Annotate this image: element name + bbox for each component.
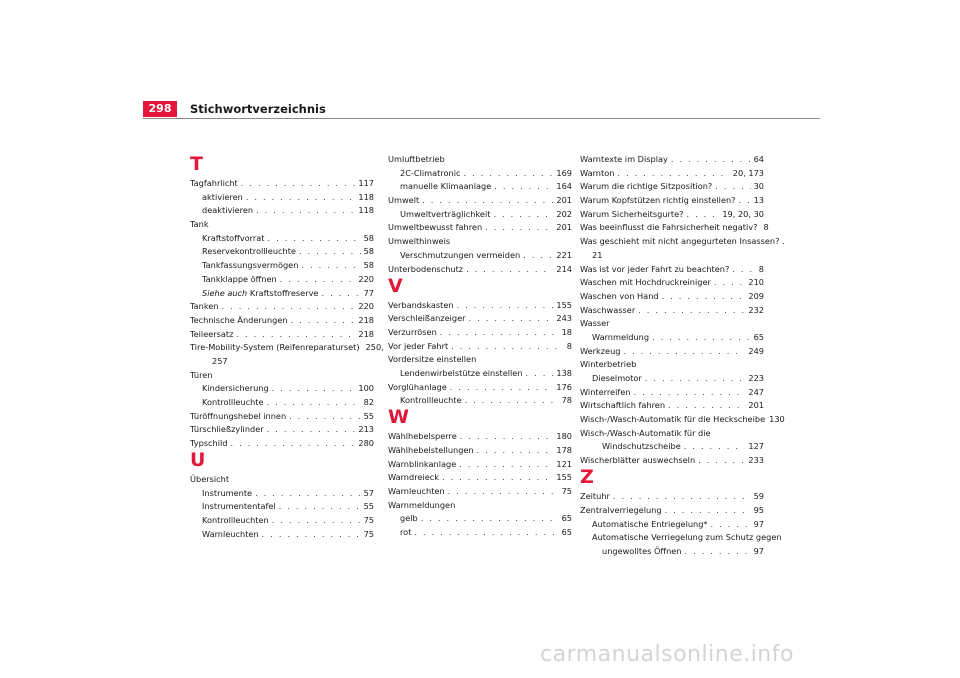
- page-ref: 127: [748, 441, 764, 452]
- entry-text: Wählhebelsperre: [388, 431, 457, 442]
- entry-text: Kindersicherung: [202, 383, 269, 394]
- leader-dots: [299, 245, 361, 257]
- leader-dots: [494, 180, 553, 192]
- index-subentry[interactable]: [580, 440, 764, 452]
- leader-dots: [255, 487, 360, 499]
- index-entry[interactable]: [388, 471, 572, 483]
- entry-text: Warum die richtige Sitzposition?: [580, 181, 713, 192]
- index-subentry[interactable]: [190, 191, 374, 203]
- leader-dots: [623, 345, 745, 357]
- index-entry[interactable]: [190, 437, 374, 449]
- index-heading: Umwelthinweis: [388, 236, 451, 247]
- index-entry[interactable]: [580, 276, 764, 288]
- index-heading: Vordersitze einstellen: [388, 354, 477, 365]
- leader-dots: [668, 399, 745, 411]
- entry-text: Verbandskasten: [388, 299, 454, 310]
- entry-text: Warum Kopfstützen richtig einstellen?: [580, 195, 736, 206]
- index-entry[interactable]: [580, 454, 764, 466]
- entry-text: Wirtschaftlich fahren: [580, 400, 666, 411]
- index-entry[interactable]: [388, 326, 572, 338]
- index-entry[interactable]: [190, 177, 374, 189]
- index-entry[interactable]: [388, 381, 572, 393]
- leader-dots: [523, 249, 553, 261]
- entry-text: 2C-Climatronic: [400, 167, 461, 178]
- index-subentry[interactable]: [388, 512, 572, 524]
- entry-text: Warnblinkanlage: [388, 458, 457, 469]
- section-letter-v: V: [388, 274, 403, 297]
- page-ref: 19, 20, 30: [722, 208, 764, 219]
- leader-dots: [268, 232, 361, 244]
- index-entry[interactable]: [190, 314, 374, 326]
- leader-dots: [256, 204, 355, 216]
- index-subentry[interactable]: [190, 245, 374, 257]
- entry-text: Waschen von Hand: [580, 290, 659, 301]
- leader-dots: [289, 410, 360, 422]
- entry-text: manuelle Klimaanlage: [400, 181, 492, 192]
- index-entry[interactable]: [190, 410, 374, 422]
- leader-dots: [450, 381, 554, 393]
- see-also-target: Kraftstoffreserve: [249, 287, 319, 298]
- leader-dots: [236, 328, 355, 340]
- leader-dots: [241, 177, 356, 189]
- index-subentry[interactable]: [190, 287, 374, 299]
- entry-text: Zeituhr: [580, 491, 610, 502]
- entry-text: Kontrollleuchten: [202, 515, 269, 526]
- entry-text: Warnmeldung: [592, 331, 650, 342]
- page-ref: 20, 173: [732, 167, 764, 178]
- index-subentry[interactable]: [190, 528, 374, 540]
- leader-dots: [301, 259, 360, 271]
- page-ref: 280: [358, 438, 374, 449]
- entry-text: Winterreifen: [580, 386, 631, 397]
- index-subentry[interactable]: [388, 367, 572, 379]
- index-subentry[interactable]: [190, 514, 374, 526]
- index-entry[interactable]: [388, 458, 572, 470]
- entry-text: Kontrollleuchte: [202, 397, 264, 407]
- see-also-label: Siehe auch: [202, 287, 248, 298]
- leader-dots: [732, 263, 755, 275]
- entry-text: Tire-Mobility-System (Reifenreparaturset): [190, 342, 360, 353]
- index-entry[interactable]: [388, 312, 572, 324]
- entry-text: Wisch-/Wasch-Automatik für die Heckscheibe: [580, 414, 766, 425]
- entry-text: Kontrollleuchte: [400, 395, 462, 406]
- page-ref: 247: [748, 386, 764, 397]
- page-ref: 178: [556, 445, 572, 455]
- page-title: Stichwortverzeichnis: [190, 102, 326, 116]
- entry-text: Warnton: [580, 167, 615, 178]
- leader-dots: [686, 208, 719, 220]
- entry-text: rot: [400, 527, 412, 538]
- page-ref: 30: [753, 181, 764, 192]
- leader-dots: [279, 500, 361, 512]
- page-ref: 202: [556, 208, 572, 219]
- index-entry[interactable]: [580, 386, 764, 398]
- index-heading: Tank: [190, 219, 209, 230]
- leader-dots: [714, 276, 746, 288]
- page-ref: 220: [358, 273, 374, 284]
- entry-text: Werkzeug: [580, 345, 621, 356]
- leader-dots: [477, 444, 554, 456]
- leader-dots: [267, 396, 361, 408]
- page-ref: 232: [748, 304, 764, 315]
- entry-text: Umwelt: [388, 195, 420, 206]
- leader-dots: [272, 514, 361, 526]
- leader-dots: [459, 458, 553, 470]
- entry-text: Verzurrösen: [388, 326, 437, 337]
- page-ref: 213: [358, 424, 374, 435]
- entry-text: Teileersatz: [190, 328, 234, 339]
- page-ref: 138: [556, 367, 572, 378]
- page-ref: 57: [363, 487, 374, 498]
- entry-text: Dieselmotor: [592, 373, 642, 383]
- page-ref: 155: [556, 472, 572, 483]
- leader-dots: [230, 437, 355, 449]
- page-ref: 55: [363, 501, 374, 512]
- index-subentry[interactable]: [190, 487, 374, 499]
- leader-dots: [440, 326, 559, 338]
- leader-dots: [711, 518, 751, 530]
- index-heading: Winterbetrieb: [580, 359, 637, 370]
- leader-dots: [617, 167, 729, 179]
- page-ref: 13: [753, 195, 764, 206]
- page-ref: 18: [561, 326, 572, 337]
- page-ref: 209: [748, 290, 764, 301]
- page-ref: 75: [363, 528, 374, 539]
- leader-dots: [421, 512, 559, 524]
- page-ref: 218: [358, 314, 374, 325]
- entry-text: Was ist vor jeder Fahrt zu beachten?: [580, 263, 730, 274]
- page-ref: 218: [358, 328, 374, 339]
- page-ref: 97: [753, 545, 764, 556]
- page-ref: 97: [753, 518, 764, 529]
- section-letter-u: U: [190, 449, 206, 472]
- leader-dots: [652, 331, 751, 343]
- leader-dots: [633, 386, 745, 398]
- entry-text: Was geschieht mit nicht angegurteten Insassen?: [580, 236, 780, 247]
- page-ref: 250,: [365, 342, 384, 353]
- index-entry[interactable]: [580, 208, 764, 220]
- index-column-2: [388, 153, 572, 540]
- section-letter-z: Z: [580, 466, 594, 489]
- section-letter-t: T: [190, 153, 203, 175]
- watermark: carmanualsonline.info: [540, 642, 794, 667]
- entry-text: Instrumententafel: [202, 501, 276, 512]
- leader-dots: [684, 545, 750, 557]
- entry-text: Wählhebelstellungen: [388, 445, 474, 455]
- page-ref: 77: [363, 287, 374, 298]
- page-ref: 118: [358, 205, 374, 216]
- entry-text: Waschen mit Hochdruckreiniger: [580, 277, 711, 288]
- index-entry[interactable]: [580, 153, 764, 165]
- leader-dots: [442, 471, 553, 483]
- page-ref: 180: [556, 431, 572, 442]
- entry-text: Zentralverriegelung: [580, 504, 662, 515]
- leader-dots: [638, 304, 745, 316]
- index-entry[interactable]: [580, 290, 764, 302]
- leader-dots: [246, 191, 356, 203]
- page-ref: 95: [753, 504, 764, 515]
- entry-text: Warntexte im Display: [580, 154, 668, 164]
- index-entry[interactable]: [580, 399, 764, 411]
- leader-dots: .: [782, 236, 785, 247]
- page-ref: 155: [556, 299, 572, 310]
- index-subentry[interactable]: [190, 396, 374, 408]
- leader-dots: [671, 153, 751, 165]
- entry-text: Umweltbewusst fahren: [388, 222, 483, 233]
- entry-text: Was beeinflusst die Fahrsicherheit negativ?: [580, 222, 758, 233]
- page-ref-continuation: 21: [592, 249, 603, 260]
- page-number: 298: [143, 101, 177, 117]
- leader-dots: [739, 194, 751, 206]
- page-ref: 249: [748, 345, 764, 356]
- entry-text: Warnleuchten: [202, 528, 259, 539]
- entry-text: Reservekontrollleuchte: [202, 246, 296, 257]
- entry-text: Unterbodenschutz: [388, 263, 464, 274]
- entry-text: Warum Sicherheitsgurte?: [580, 208, 684, 219]
- leader-dots: [645, 372, 746, 384]
- leader-dots: [457, 299, 554, 311]
- index-entry[interactable]: [580, 194, 764, 206]
- index-heading: Automatische Verriegelung zum Schutz gegen: [592, 532, 782, 543]
- page-ref: 233: [748, 455, 764, 466]
- index-entry[interactable]: [580, 490, 764, 502]
- leader-dots: [272, 382, 356, 394]
- index-column-3: [580, 153, 785, 559]
- page-ref: 58: [363, 260, 374, 271]
- entry-text: Verschmutzungen vermeiden: [400, 249, 521, 260]
- entry-text: Umweltverträglichkeit: [400, 208, 491, 219]
- entry-text: Tanken: [190, 301, 219, 312]
- page-ref: 64: [753, 154, 764, 164]
- index-entry[interactable]: [580, 221, 769, 233]
- index-entry[interactable]: [388, 221, 572, 233]
- entry-text: deaktivieren: [202, 205, 254, 216]
- page-ref: 118: [358, 191, 374, 202]
- page-ref: 243: [556, 313, 572, 324]
- page-ref: 8: [566, 340, 572, 351]
- page-ref: 75: [363, 515, 374, 526]
- leader-dots: [665, 504, 751, 516]
- index-heading: Türen: [190, 369, 213, 380]
- entry-text: gelb: [400, 513, 418, 524]
- index-entry[interactable]: [388, 299, 572, 311]
- leader-dots: [469, 312, 554, 324]
- index-entry[interactable]: [580, 180, 764, 192]
- index-entry[interactable]: [190, 328, 374, 340]
- index-entry[interactable]: [580, 504, 764, 516]
- entry-text: [202, 287, 318, 299]
- leader-dots: [422, 194, 553, 206]
- index-entry[interactable]: [388, 444, 572, 456]
- index-entry[interactable]: [580, 345, 764, 357]
- index-subentry[interactable]: [580, 372, 764, 384]
- entry-text: Typschild: [190, 438, 228, 449]
- page-ref: 176: [556, 381, 572, 392]
- leader-dots: [414, 526, 558, 538]
- entry-text: Verschleißanzeiger: [388, 313, 466, 324]
- index-heading: Wasser: [580, 318, 610, 329]
- entry-text: Vorglühanlage: [388, 381, 447, 392]
- index-subentry[interactable]: [388, 167, 572, 179]
- index-entry[interactable]: [388, 430, 572, 442]
- leader-dots: [451, 340, 564, 352]
- index-entry[interactable]: [190, 341, 384, 353]
- index-subentry[interactable]: [388, 180, 572, 192]
- entry-text: Automatische Entriegelung*: [592, 518, 708, 529]
- leader-dots: [262, 528, 361, 540]
- page-ref: 8: [758, 263, 764, 274]
- page-ref: 201: [556, 222, 572, 233]
- entry-text: Lendenwirbelstütze einstellen: [400, 367, 523, 378]
- page-ref: 58: [363, 246, 374, 257]
- index-subentry[interactable]: [388, 249, 572, 261]
- leader-dots: [222, 300, 356, 312]
- entry-text: aktivieren: [202, 191, 243, 202]
- page-ref: 75: [561, 486, 572, 497]
- page-ref: 201: [748, 400, 764, 411]
- index-entry[interactable]: [388, 340, 572, 352]
- leader-dots: [662, 290, 746, 302]
- index-entry[interactable]: [388, 263, 572, 275]
- page-ref: 220: [358, 301, 374, 312]
- entry-text: Technische Änderungen: [190, 314, 288, 325]
- entry-text: Warndreieck: [388, 472, 439, 483]
- leader-dots: [291, 314, 356, 326]
- page-ref: 164: [556, 181, 572, 192]
- index-subentry[interactable]: [190, 273, 374, 285]
- page-ref: 58: [363, 232, 374, 243]
- index-entry[interactable]: [388, 194, 572, 206]
- index-entry[interactable]: [580, 413, 785, 425]
- page-ref: 221: [556, 249, 572, 260]
- leader-dots: [460, 430, 554, 442]
- leader-dots: [493, 208, 553, 220]
- page-ref: 100: [358, 383, 374, 394]
- page-ref: 8: [763, 222, 769, 233]
- entry-text: Warnleuchten: [388, 486, 445, 497]
- index-subentry[interactable]: [388, 394, 572, 406]
- leader-dots: [466, 263, 553, 275]
- entry-text: Türschließzylinder: [190, 424, 264, 435]
- index-heading: Warnmeldungen: [388, 499, 456, 510]
- leader-dots: [280, 273, 356, 285]
- page-ref: 210: [748, 277, 764, 288]
- page-ref: 65: [753, 331, 764, 342]
- leader-dots: [464, 167, 554, 179]
- index-subentry[interactable]: [388, 208, 572, 220]
- index-subentry[interactable]: [190, 500, 374, 512]
- index-subentry[interactable]: [580, 545, 764, 557]
- index-heading: Wisch-/Wasch-Automatik für die: [580, 427, 711, 438]
- index-column-1: [190, 153, 384, 542]
- page-ref: 59: [753, 491, 764, 502]
- index-heading: Umluftbetrieb: [388, 154, 445, 164]
- page-ref: 65: [561, 527, 572, 538]
- entry-text: Türöffnungshebel innen: [190, 410, 287, 421]
- page-ref: 65: [561, 513, 572, 524]
- page-ref: 121: [556, 458, 572, 469]
- index-subentry[interactable]: [580, 518, 764, 530]
- leader-dots: [715, 180, 750, 192]
- page-ref: 169: [556, 167, 572, 178]
- entry-text: Tagfahrlicht: [190, 178, 238, 188]
- index-subentry[interactable]: [190, 232, 374, 244]
- index-entry[interactable]: [580, 263, 764, 275]
- leader-dots: [526, 367, 554, 379]
- leader-dots: [267, 423, 356, 435]
- section-letter-w: W: [388, 406, 409, 429]
- entry-text: Windschutzscheibe: [602, 441, 681, 452]
- page-ref-continuation: 257: [212, 355, 228, 366]
- entry-text: Instrumente: [202, 487, 253, 498]
- leader-dots: [465, 394, 559, 406]
- leader-dots: [613, 490, 751, 502]
- entry-text: Vor jeder Fahrt: [388, 340, 449, 351]
- index-entry[interactable]: [580, 167, 764, 179]
- page-ref: 201: [556, 195, 572, 206]
- index-subentry[interactable]: [190, 259, 374, 271]
- entry-text: Kraftstoffvorrat: [202, 232, 265, 243]
- page-ref: 78: [561, 395, 572, 406]
- page-ref: 223: [748, 373, 764, 383]
- entry-text: Wischerblätter auswechseln: [580, 455, 696, 466]
- page-ref: 55: [363, 410, 374, 421]
- leader-dots: [448, 485, 559, 497]
- index-subentry[interactable]: [388, 526, 572, 538]
- index-heading: Übersicht: [190, 474, 230, 485]
- index-entry[interactable]: [580, 304, 764, 316]
- header-rule: [143, 118, 820, 119]
- leader-dots: [321, 287, 360, 299]
- page-ref: 117: [358, 178, 374, 188]
- leader-dots: [485, 221, 553, 233]
- leader-dots: [698, 454, 745, 466]
- index-entry[interactable]: [388, 485, 572, 497]
- leader-dots: [684, 440, 746, 452]
- page-ref: 82: [363, 397, 374, 407]
- index-entry[interactable]: [580, 235, 785, 247]
- index-subentry[interactable]: [190, 204, 374, 216]
- index-subentry[interactable]: [580, 331, 764, 343]
- entry-text: Waschwasser: [580, 304, 636, 315]
- index-entry[interactable]: [190, 300, 374, 312]
- entry-text: ungewolltes Öffnen: [602, 545, 682, 556]
- entry-text: Tankfassungsvermögen: [202, 260, 299, 271]
- index-subentry[interactable]: [190, 382, 374, 394]
- index-entry[interactable]: [190, 423, 374, 435]
- page-ref: 214: [556, 263, 572, 274]
- page-ref: 130: [769, 414, 785, 425]
- entry-text: Tankklappe öffnen: [202, 273, 277, 284]
